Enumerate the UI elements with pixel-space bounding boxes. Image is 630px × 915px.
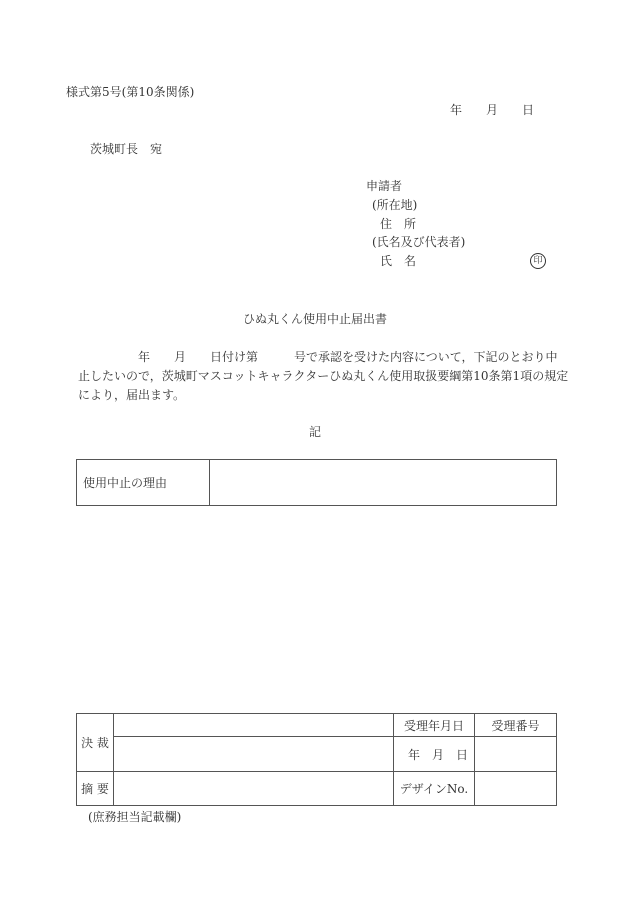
- applicant-heading: 申請者: [366, 179, 403, 193]
- approval-label: 決 裁: [77, 714, 114, 772]
- ki-heading: 記: [308, 425, 321, 439]
- name-label: 氏 名: [380, 254, 417, 268]
- location-label: (所在地): [372, 198, 418, 212]
- approval-row-1[interactable]: [114, 714, 394, 737]
- addressee: 茨城町長 宛: [90, 142, 163, 156]
- received-date-value[interactable]: 年 月 日: [393, 737, 474, 772]
- representative-label: (氏名及び代表者): [372, 235, 466, 249]
- reason-label: 使用中止の理由: [77, 460, 210, 506]
- design-no-value[interactable]: [475, 772, 557, 806]
- document-title: ひぬ丸くん使用中止届出書: [242, 312, 387, 326]
- approval-row-2[interactable]: [114, 737, 394, 772]
- summary-value[interactable]: [114, 772, 394, 806]
- office-use-table: [76, 713, 557, 806]
- date-month: 月: [486, 103, 499, 117]
- received-number-label: 受理番号: [475, 714, 557, 737]
- seal-icon: 印: [530, 253, 546, 269]
- reason-value[interactable]: [210, 460, 557, 506]
- received-date-label: 受理年月日: [393, 714, 474, 737]
- received-number-value[interactable]: [475, 737, 557, 772]
- body-line-1: 年 月 日付け第 号で承認を受けた内容について，下記のとおり中: [78, 350, 558, 364]
- body-line-3: により，届出ます。: [78, 388, 186, 402]
- reason-table: [76, 459, 557, 506]
- address-label: 住 所: [380, 217, 417, 231]
- form-number: 様式第5号(第10条関係): [66, 85, 195, 99]
- design-no-label: デザインNo.: [393, 772, 474, 806]
- date-line: [450, 103, 534, 117]
- body-text: [78, 348, 569, 405]
- body-line-2: 止したいので，茨城町マスコットキャラクターひぬ丸くん使用取扱要綱第10条第1項の規定: [78, 369, 569, 383]
- footnote: (庶務担当記載欄): [88, 810, 182, 824]
- date-year: 年: [450, 103, 463, 117]
- date-day: 日: [522, 103, 535, 117]
- summary-label: 摘 要: [77, 772, 114, 806]
